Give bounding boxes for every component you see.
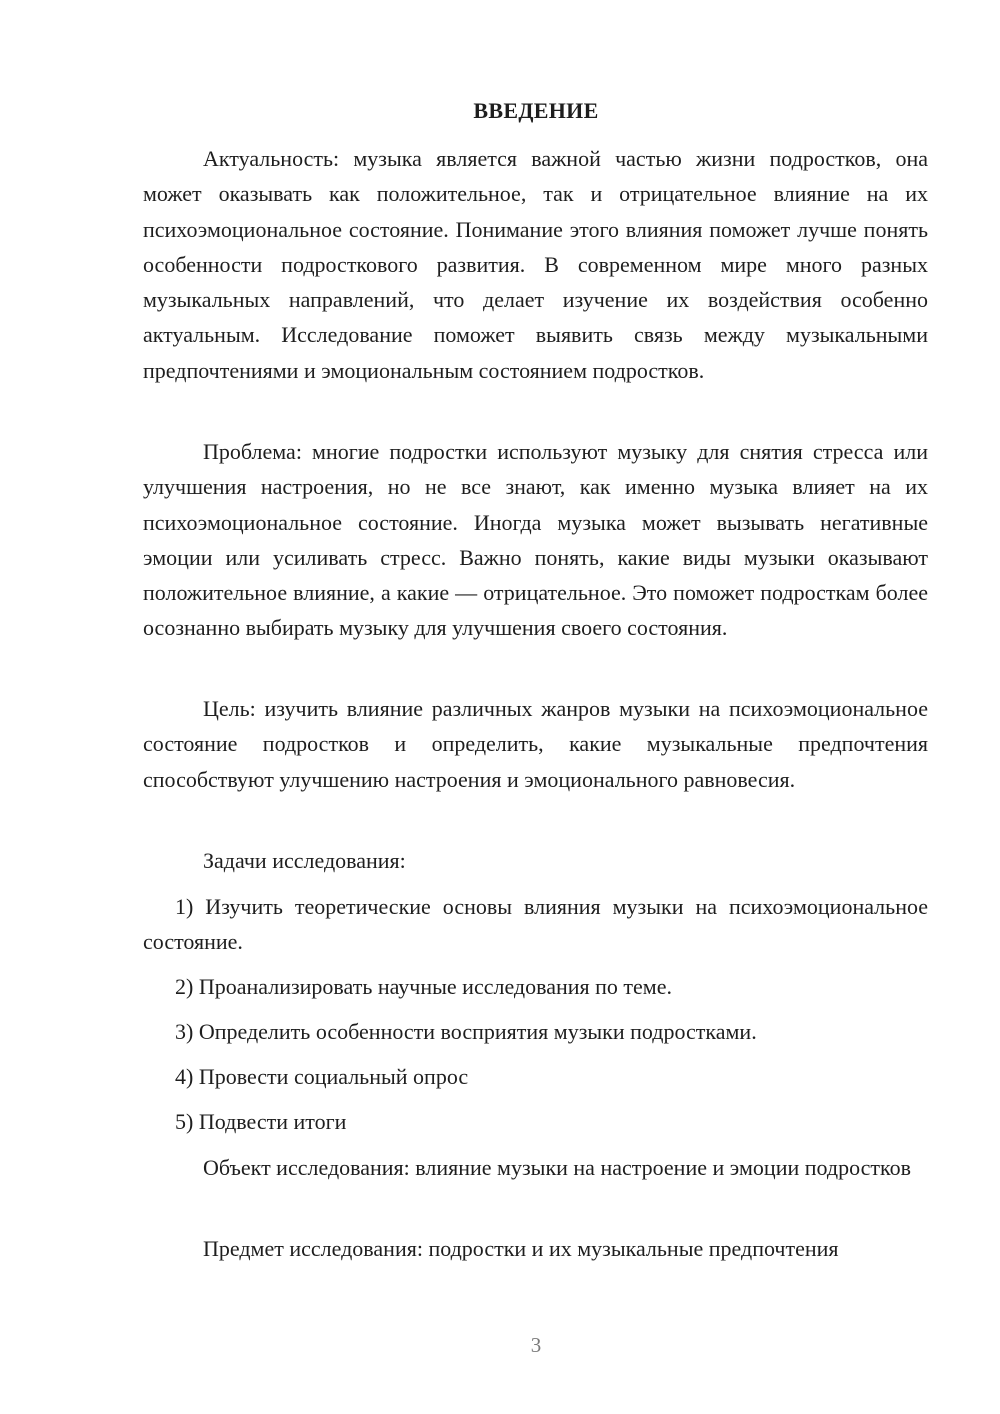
page-title: ВВЕДЕНИЕ bbox=[473, 98, 599, 123]
paragraph-problem: Проблема: многие подростки используют музыку для снятия стресса или улучшения настроения, но не все знают, как именно музыка влияет на их психоэмоциональное состояние. Иногда музыка может вызывать негативные эмоции или усиливать стресс. Важно понять, какие виды музыки оказывают положительное влияние, а какие — отрицательное. Это поможет подросткам более осознанно выбирать музыку для улучшения своего состояния. bbox=[143, 439, 928, 641]
paragraph-relevance: Актуальность: музыка является важной частью жизни подростков, она может оказывать как положительное, так и отрицательное влияние на их психоэмоциональное состояние. Понимание этого влияния поможет лучше понять особенности подросткового развития. В современном мире много разных музыкальных направлений, что делает изучение их воздействия особенно актуальным. Исследование поможет выявить связь между музыкальными предпочтениями и эмоциональным состоянием подростков. bbox=[143, 146, 928, 383]
page-number: 3 bbox=[530, 1333, 542, 1357]
task-item-1: 1) Изучить теоретические основы влияния музыки на психоэмоциональное состояние. bbox=[143, 894, 928, 955]
tasks-heading: Задачи исследования: bbox=[203, 848, 406, 873]
paragraph-object: Объект исследования: влияние музыки на настроение и эмоции подростков bbox=[203, 1155, 911, 1180]
task-item-3: 3) Определить особенности восприятия музыки подростками. bbox=[175, 1019, 757, 1044]
task-item-5: 5) Подвести итоги bbox=[175, 1109, 347, 1134]
paragraph-subject: Предмет исследования: подростки и их музыкальные предпочтения bbox=[203, 1236, 839, 1261]
paragraph-goal: Цель: изучить влияние различных жанров музыки на психоэмоциональное состояние подростков и определить, какие музыкальные предпочтения способствуют улучшению настроения и эмоционального равновесия. bbox=[143, 696, 928, 792]
task-item-4: 4) Провести социальный опрос bbox=[175, 1064, 469, 1089]
task-item-2: 2) Проанализировать научные исследования по теме. bbox=[175, 974, 672, 999]
